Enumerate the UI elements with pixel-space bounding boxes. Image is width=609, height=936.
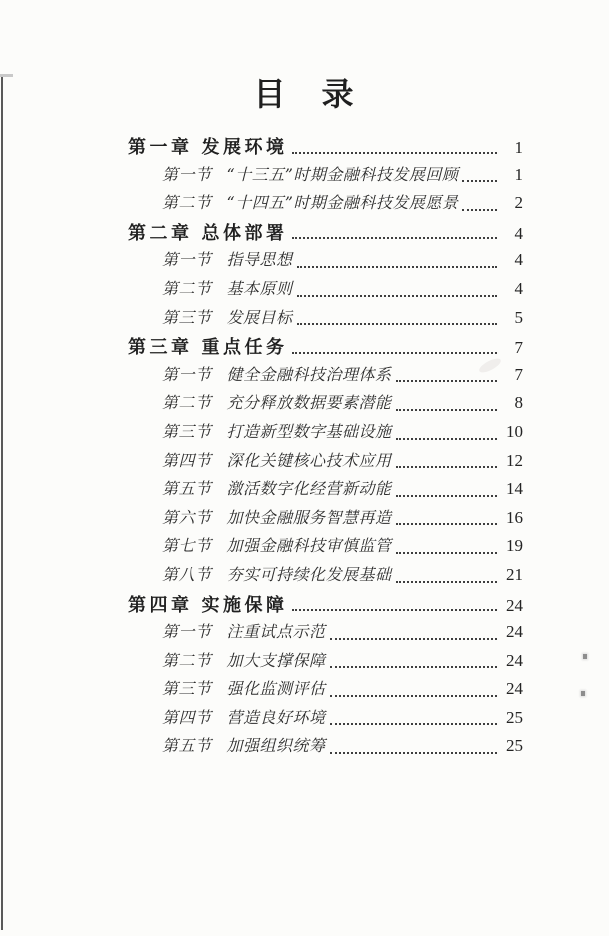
scan-speck <box>583 654 587 659</box>
toc-entry-title: 激活数字化经营新动能 <box>226 479 392 499</box>
toc-entry-title: 发展目标 <box>226 307 293 327</box>
toc-entry-number: 第四节 <box>162 707 212 727</box>
dotted-leader <box>297 266 497 268</box>
toc-entry-number: 第七节 <box>162 536 212 556</box>
toc-entry-section <box>128 676 523 705</box>
toc-entry-page-number: 24 <box>506 650 523 670</box>
toc-entry-page-number: 21 <box>506 564 523 584</box>
toc-entry-number: 第三节 <box>162 421 212 441</box>
toc-entry-number: 第五节 <box>162 479 212 499</box>
dotted-leader <box>292 352 498 354</box>
toc-entry-page-number: 19 <box>506 536 523 556</box>
toc-entry-number: 第三章 <box>128 337 193 358</box>
toc-entry-page-number: 12 <box>506 450 523 470</box>
toc-entry-section <box>128 619 523 648</box>
toc-entry-title: 总体部署 <box>201 222 288 243</box>
toc-entry-section <box>128 162 523 191</box>
page-title: 目 录 <box>253 76 356 112</box>
toc-entry-number: 第四节 <box>162 450 212 470</box>
toc-entry-chapter <box>128 219 523 248</box>
dotted-leader <box>330 723 497 725</box>
toc-entry-title: 基本原则 <box>226 278 293 298</box>
toc-entry-title: 深化关键核心技术应用 <box>226 450 392 470</box>
toc-entry-section <box>128 276 523 305</box>
toc-entry-page-number: 25 <box>506 707 523 727</box>
toc-entry-page-number: 8 <box>514 393 523 413</box>
toc-entry-page-number: 4 <box>514 250 523 270</box>
toc-entry-title: 加强金融科技审慎监管 <box>226 536 392 556</box>
toc-entry-number: 第二节 <box>162 278 212 298</box>
toc-entry-page-number: 1 <box>514 164 523 184</box>
toc-entry-section <box>128 533 523 562</box>
toc-entry-number: 第一节 <box>162 250 212 270</box>
toc-entry-title: 发展环境 <box>201 137 288 157</box>
toc-entry-title: 指导思想 <box>226 250 293 270</box>
toc-entry-number: 第一节 <box>162 364 212 384</box>
toc-entry-section <box>128 505 523 534</box>
scan-speck <box>581 691 585 696</box>
toc-entry-title: 充分释放数据要素潜能 <box>226 393 392 413</box>
toc-entry-section <box>128 390 523 419</box>
dotted-leader <box>396 552 497 554</box>
toc-entry-section <box>128 305 523 334</box>
dotted-leader <box>330 666 497 668</box>
dotted-leader <box>297 323 497 325</box>
toc-entry-page-number: 7 <box>514 364 523 384</box>
dotted-leader <box>297 295 497 297</box>
toc-entry-section <box>128 476 523 505</box>
toc-entry-number: 第三节 <box>162 307 212 327</box>
toc-entry-page-number: 5 <box>514 307 523 327</box>
toc-entry-section <box>128 648 523 677</box>
scan-corner-smudge <box>0 74 13 77</box>
toc-entry-section <box>128 705 523 734</box>
toc-entry-chapter <box>128 133 523 162</box>
toc-entry-page-number: 2 <box>514 193 523 213</box>
toc-entry-number: 第四章 <box>128 594 193 615</box>
dotted-leader <box>330 752 497 754</box>
dotted-leader <box>462 209 497 211</box>
toc-entry-page-number: 24 <box>506 679 523 699</box>
toc-entry-number: 第五节 <box>162 736 212 756</box>
toc-entry-title: 强化监测评估 <box>226 679 326 699</box>
toc-entry-number: 第一节 <box>162 622 212 642</box>
toc-entry-page-number: 4 <box>514 278 523 298</box>
dotted-leader <box>292 237 498 239</box>
toc-entry-chapter <box>128 591 523 620</box>
toc-entry-page-number: 7 <box>514 338 523 358</box>
toc-entry-title: 加大支撑保障 <box>226 650 326 670</box>
dotted-leader <box>396 380 497 382</box>
toc-entry-page-number: 25 <box>506 736 523 756</box>
toc-entry-section <box>128 247 523 276</box>
toc-entry-section <box>128 419 523 448</box>
dotted-leader <box>462 180 497 182</box>
toc-entry-number: 第二节 <box>162 650 212 670</box>
toc-entry-page-number: 1 <box>514 138 523 157</box>
toc-entry-section <box>128 733 523 762</box>
toc-entry-number: 第二节 <box>162 393 212 413</box>
dotted-leader <box>396 581 497 583</box>
dotted-leader <box>396 523 497 525</box>
toc-entry-title: 重点任务 <box>201 337 288 358</box>
toc-entry-title: 实施保障 <box>201 594 288 615</box>
dotted-leader <box>396 466 497 468</box>
toc-entry-page-number: 16 <box>506 507 523 527</box>
toc-entry-number: 第二章 <box>128 222 193 243</box>
toc-entry-page-number: 14 <box>506 479 523 499</box>
toc-entry-page-number: 24 <box>506 595 523 615</box>
toc-entry-section <box>128 562 523 591</box>
toc-entry-number: 第二节 <box>162 193 212 213</box>
toc-entry-page-number: 10 <box>506 421 523 441</box>
toc-list <box>128 133 523 762</box>
dotted-leader <box>330 695 497 697</box>
toc-entry-number: 第八节 <box>162 564 212 584</box>
toc-entry-title: 夯实可持续化发展基础 <box>226 564 392 584</box>
toc-entry-title: “十三五”时期金融科技发展回顾 <box>226 164 459 184</box>
dotted-leader <box>292 152 498 154</box>
toc-entry-section <box>128 190 523 219</box>
dotted-leader <box>396 495 497 497</box>
scan-edge-artifact <box>1 74 3 930</box>
dotted-leader <box>396 438 497 440</box>
toc-entry-number: 第六节 <box>162 507 212 527</box>
toc-entry-section <box>128 362 523 391</box>
toc-entry-page-number: 4 <box>514 223 523 243</box>
toc-entry-number: 第一节 <box>162 164 212 184</box>
toc-entry-number: 第三节 <box>162 679 212 699</box>
toc-entry-title: “十四五”时期金融科技发展愿景 <box>226 193 459 213</box>
dotted-leader <box>292 609 498 611</box>
toc-entry-title: 加强组织统筹 <box>226 736 326 756</box>
dotted-leader <box>330 638 497 640</box>
toc-entry-title: 打造新型数字基础设施 <box>226 421 392 441</box>
toc-entry-title: 健全金融科技治理体系 <box>226 364 392 384</box>
toc-entry-section <box>128 448 523 477</box>
dotted-leader <box>396 409 497 411</box>
toc-entry-chapter <box>128 333 523 362</box>
document-page <box>0 74 609 936</box>
toc-entry-title: 注重试点示范 <box>226 622 326 642</box>
toc-entry-page-number: 24 <box>506 622 523 642</box>
toc-entry-title: 加快金融服务智慧再造 <box>226 507 392 527</box>
toc-entry-title: 营造良好环境 <box>226 707 326 727</box>
toc-entry-number: 第一章 <box>128 137 193 157</box>
